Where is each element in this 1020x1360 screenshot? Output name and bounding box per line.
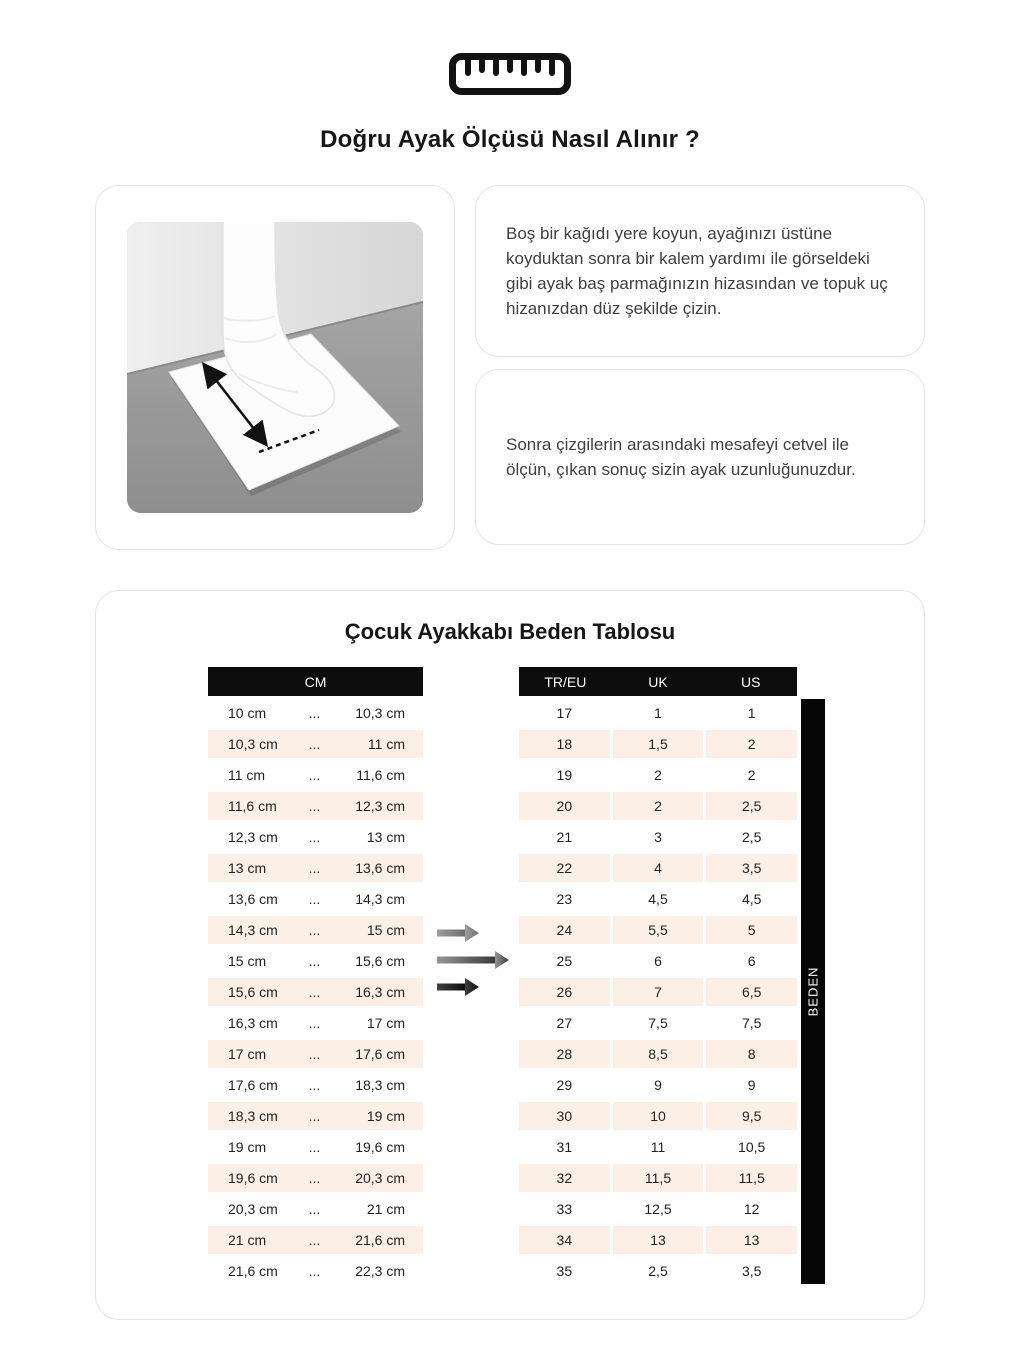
cm-min-value: 10 cm bbox=[228, 705, 267, 721]
size-value: 24 bbox=[519, 916, 610, 944]
size-value: 10,5 bbox=[706, 1133, 797, 1161]
cm-min-value: 19,6 cm bbox=[228, 1170, 278, 1186]
cm-range-dots: ... bbox=[308, 1015, 321, 1031]
size-table-header-row bbox=[519, 667, 797, 696]
cm-range-dots: ... bbox=[308, 705, 321, 721]
cm-max-value: 20,3 cm bbox=[355, 1170, 405, 1186]
cm-range-dots: ... bbox=[308, 736, 321, 752]
cm-max-value: 22,3 cm bbox=[355, 1263, 405, 1279]
instruction-text-measure: Sonra çizgilerin arasındaki mesafeyi cetvel ile ölçün, çıkan sonuç sizin ayak uzunluğunuzdur. bbox=[506, 435, 856, 479]
ruler-icon bbox=[0, 52, 1020, 96]
size-value: 33 bbox=[519, 1195, 610, 1223]
size-value: 31 bbox=[519, 1133, 610, 1161]
size-value: 11 bbox=[613, 1133, 704, 1161]
cm-range-dots: ... bbox=[308, 1232, 321, 1248]
size-row bbox=[519, 854, 797, 882]
cm-max-value: 17 cm bbox=[366, 1015, 405, 1031]
size-value: 3,5 bbox=[706, 854, 797, 882]
cm-max-value: 11 cm bbox=[367, 736, 405, 752]
size-value: 11,5 bbox=[613, 1164, 704, 1192]
size-column-header: TR/EU bbox=[544, 673, 587, 690]
size-value: 35 bbox=[519, 1257, 610, 1285]
size-value: 4 bbox=[613, 854, 704, 882]
size-value: 9 bbox=[613, 1071, 704, 1099]
size-value: 2 bbox=[613, 792, 704, 820]
cm-min-value: 16,3 cm bbox=[228, 1015, 278, 1031]
cm-range-dots: ... bbox=[308, 1139, 321, 1155]
size-conversion-table bbox=[519, 667, 797, 1288]
beden-side-bar bbox=[801, 699, 825, 1284]
cm-range-dots: ... bbox=[308, 1077, 321, 1093]
size-value: 22 bbox=[519, 854, 610, 882]
size-row bbox=[519, 1226, 797, 1254]
size-value: 2,5 bbox=[706, 792, 797, 820]
cm-max-value: 15 cm bbox=[366, 922, 405, 938]
size-column-header: UK bbox=[648, 673, 668, 690]
size-row bbox=[519, 1195, 797, 1223]
cm-max-value: 18,3 cm bbox=[355, 1077, 405, 1093]
measurement-photo-card bbox=[95, 185, 455, 550]
size-value: 7 bbox=[613, 978, 704, 1006]
cm-min-value: 17 cm bbox=[228, 1046, 267, 1062]
cm-range-row bbox=[208, 730, 423, 758]
size-value: 8 bbox=[706, 1040, 797, 1068]
size-value: 6,5 bbox=[706, 978, 797, 1006]
foot-measurement-photo bbox=[127, 222, 423, 513]
size-row bbox=[519, 1071, 797, 1099]
size-row bbox=[519, 1164, 797, 1192]
cm-max-value: 19,6 cm bbox=[355, 1139, 405, 1155]
cm-range-dots: ... bbox=[308, 1263, 321, 1279]
cm-range-dots: ... bbox=[308, 922, 321, 938]
page-title: Doğru Ayak Ölçüsü Nasıl Alınır ? bbox=[320, 126, 700, 153]
size-value: 7,5 bbox=[613, 1009, 704, 1037]
cm-min-value: 14,3 cm bbox=[228, 922, 278, 938]
size-row bbox=[519, 947, 797, 975]
size-value: 4,5 bbox=[613, 885, 704, 913]
size-value: 26 bbox=[519, 978, 610, 1006]
size-table-card bbox=[95, 590, 925, 1320]
size-value: 6 bbox=[613, 947, 704, 975]
size-row bbox=[519, 916, 797, 944]
cm-max-value: 14,3 cm bbox=[355, 891, 405, 907]
size-value: 32 bbox=[519, 1164, 610, 1192]
size-value: 6 bbox=[706, 947, 797, 975]
cm-min-value: 21,6 cm bbox=[228, 1263, 278, 1279]
size-row bbox=[519, 823, 797, 851]
cm-min-value: 11,6 cm bbox=[228, 798, 277, 814]
cm-range-dots: ... bbox=[308, 1108, 321, 1124]
cm-range-dots: ... bbox=[308, 891, 321, 907]
size-row bbox=[519, 1133, 797, 1161]
cm-range-dots: ... bbox=[308, 860, 321, 876]
size-column-header: US bbox=[740, 673, 761, 690]
size-value: 7,5 bbox=[706, 1009, 797, 1037]
size-value: 17 bbox=[519, 699, 610, 727]
size-value: 13 bbox=[706, 1226, 797, 1254]
size-value: 2,5 bbox=[706, 823, 797, 851]
size-value: 12,5 bbox=[613, 1195, 704, 1223]
size-value: 11,5 bbox=[706, 1164, 797, 1192]
cm-range-table bbox=[208, 667, 423, 1288]
cm-range-dots: ... bbox=[308, 767, 321, 783]
beden-side-label: BEDEN bbox=[805, 966, 821, 1017]
cm-min-value: 20,3 cm bbox=[228, 1201, 278, 1217]
size-row bbox=[519, 978, 797, 1006]
cm-range-row bbox=[208, 1164, 423, 1192]
cm-min-value: 21 cm bbox=[228, 1232, 267, 1248]
cm-max-value: 16,3 cm bbox=[355, 984, 405, 1000]
size-value: 8,5 bbox=[613, 1040, 704, 1068]
size-value: 2 bbox=[613, 761, 704, 789]
size-value: 20 bbox=[519, 792, 610, 820]
size-value: 23 bbox=[519, 885, 610, 913]
size-value: 2,5 bbox=[613, 1257, 704, 1285]
cm-range-dots: ... bbox=[308, 798, 321, 814]
size-value: 12 bbox=[706, 1195, 797, 1223]
size-value: 9 bbox=[706, 1071, 797, 1099]
size-value: 3 bbox=[613, 823, 704, 851]
cm-range-dots: ... bbox=[308, 1201, 321, 1217]
size-value: 18 bbox=[519, 730, 610, 758]
size-row bbox=[519, 885, 797, 913]
size-value: 2 bbox=[706, 730, 797, 758]
size-value: 30 bbox=[519, 1102, 610, 1130]
cm-range-row bbox=[208, 947, 423, 975]
size-value: 1,5 bbox=[613, 730, 704, 758]
size-value: 34 bbox=[519, 1226, 610, 1254]
cm-max-value: 19 cm bbox=[366, 1108, 405, 1124]
cm-max-value: 13 cm bbox=[366, 829, 405, 845]
cm-range-row bbox=[208, 1257, 423, 1285]
size-value: 10 bbox=[613, 1102, 704, 1130]
cm-min-value: 19 cm bbox=[228, 1139, 267, 1155]
size-table-body bbox=[519, 699, 797, 1285]
cm-min-value: 15 cm bbox=[228, 953, 267, 969]
cm-min-value: 12,3 cm bbox=[228, 829, 278, 845]
cm-table-body bbox=[208, 699, 423, 1285]
cm-range-row bbox=[208, 1102, 423, 1130]
cm-max-value: 11,6 cm bbox=[356, 767, 405, 783]
cm-min-value: 13,6 cm bbox=[228, 891, 278, 907]
convert-arrows-icon bbox=[433, 921, 528, 999]
cm-range-row bbox=[208, 699, 423, 727]
cm-range-row bbox=[208, 1226, 423, 1254]
cm-range-row bbox=[208, 823, 423, 851]
size-row bbox=[519, 730, 797, 758]
cm-range-row bbox=[208, 885, 423, 913]
cm-min-value: 10,3 cm bbox=[228, 736, 278, 752]
size-value: 5 bbox=[706, 916, 797, 944]
size-row bbox=[519, 792, 797, 820]
cm-range-row bbox=[208, 792, 423, 820]
size-value: 21 bbox=[519, 823, 610, 851]
size-value: 1 bbox=[706, 699, 797, 727]
cm-range-dots: ... bbox=[308, 1046, 321, 1062]
cm-max-value: 21,6 cm bbox=[355, 1232, 405, 1248]
cm-range-row bbox=[208, 1133, 423, 1161]
cm-max-value: 10,3 cm bbox=[355, 705, 405, 721]
cm-min-value: 11 cm bbox=[228, 767, 266, 783]
cm-max-value: 12,3 cm bbox=[355, 798, 405, 814]
cm-max-value: 21 cm bbox=[366, 1201, 405, 1217]
size-row bbox=[519, 699, 797, 727]
size-value: 2 bbox=[706, 761, 797, 789]
cm-range-row bbox=[208, 916, 423, 944]
size-value: 5,5 bbox=[613, 916, 704, 944]
size-value: 13 bbox=[613, 1226, 704, 1254]
size-row bbox=[519, 1040, 797, 1068]
cm-range-dots: ... bbox=[308, 829, 321, 845]
size-value: 27 bbox=[519, 1009, 610, 1037]
size-value: 4,5 bbox=[706, 885, 797, 913]
size-row bbox=[519, 1257, 797, 1285]
cm-min-value: 17,6 cm bbox=[228, 1077, 278, 1093]
size-value: 29 bbox=[519, 1071, 610, 1099]
cm-max-value: 17,6 cm bbox=[355, 1046, 405, 1062]
cm-range-row bbox=[208, 1071, 423, 1099]
cm-range-row bbox=[208, 1009, 423, 1037]
cm-min-value: 18,3 cm bbox=[228, 1108, 278, 1124]
cm-min-value: 13 cm bbox=[228, 860, 267, 876]
size-row bbox=[519, 1102, 797, 1130]
cm-max-value: 15,6 cm bbox=[355, 953, 405, 969]
size-value: 9,5 bbox=[706, 1102, 797, 1130]
cm-table-header: CM bbox=[208, 667, 423, 696]
cm-range-row bbox=[208, 1195, 423, 1223]
size-value: 25 bbox=[519, 947, 610, 975]
instruction-card-measure bbox=[475, 369, 925, 545]
size-row bbox=[519, 1009, 797, 1037]
instruction-text-draw: Boş bir kağıdı yere koyun, ayağınızı üstüne koyduktan sonra bir kalem yardımı ile görseldeki gibi ayak baş parmağınızın hizasından ve topuk uç hizanızdan düz şekilde çizin. bbox=[506, 224, 888, 318]
size-value: 3,5 bbox=[706, 1257, 797, 1285]
howto-section bbox=[95, 185, 925, 550]
cm-range-row bbox=[208, 854, 423, 882]
instruction-card-draw bbox=[475, 185, 925, 357]
cm-range-row bbox=[208, 1040, 423, 1068]
cm-max-value: 13,6 cm bbox=[355, 860, 405, 876]
cm-range-dots: ... bbox=[308, 953, 321, 969]
cm-range-dots: ... bbox=[308, 984, 321, 1000]
cm-min-value: 15,6 cm bbox=[228, 984, 278, 1000]
size-row bbox=[519, 761, 797, 789]
cm-range-row bbox=[208, 761, 423, 789]
size-value: 1 bbox=[613, 699, 704, 727]
size-value: 19 bbox=[519, 761, 610, 789]
size-table-title: Çocuk Ayakkabı Beden Tablosu bbox=[344, 619, 676, 644]
cm-range-row bbox=[208, 978, 423, 1006]
instruction-cards bbox=[475, 185, 925, 550]
cm-range-dots: ... bbox=[308, 1170, 321, 1186]
size-value: 28 bbox=[519, 1040, 610, 1068]
